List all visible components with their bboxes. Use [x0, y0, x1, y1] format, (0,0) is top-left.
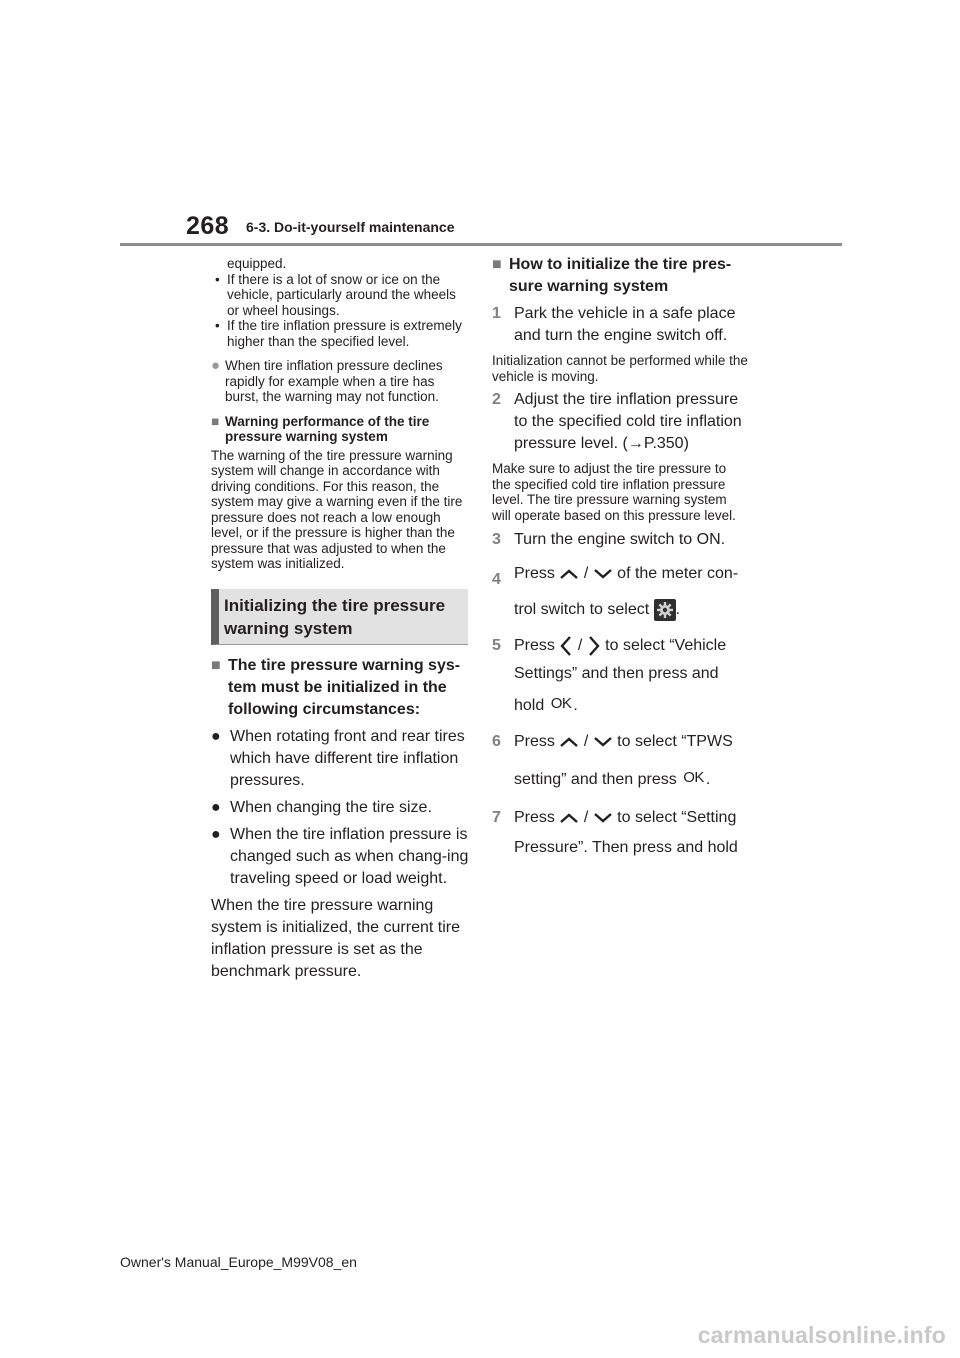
- header-rule: [120, 243, 842, 246]
- chevron-up-icon: [559, 568, 579, 580]
- list-item: ● When changing the tire size.: [211, 798, 432, 816]
- howto-heading: ■ How to initialize the tire pres-sure warning system: [492, 256, 732, 295]
- footer-manual-id: Owner's Manual_Europe_M99V08_en: [120, 1254, 357, 1270]
- chevron-up-icon: [559, 736, 579, 748]
- step-1: 1 Park the vehicle in a safe place and turn the engine switch off.: [492, 305, 736, 344]
- note-moving: Initialization cannot be performed while the vehicle is moving.: [492, 353, 748, 384]
- section-header: 6-3. Do-it-yourself maintenance: [246, 219, 455, 235]
- section-title: Initializing the tire pressure warning system: [224, 595, 446, 638]
- step-4: 4 Press / of the meter con- trol switch to select .: [492, 563, 748, 623]
- step-6: 6 Press / to select “TPWS setting” and then press OK .: [492, 733, 733, 789]
- chevron-down-icon: [593, 568, 613, 580]
- chevron-right-icon: [587, 635, 601, 657]
- step-2: 2 Adjust the tire inflation pressure to the specified cold tire inflation pressure level. (→P.350): [492, 391, 742, 452]
- list-item: ● When the tire inflation pressure is changed such as when chang-ing traveling speed or load weight.: [211, 825, 469, 887]
- step-3: 3 Turn the engine switch to ON.: [492, 531, 726, 548]
- watermark: carmanualsonline.info: [697, 1322, 946, 1348]
- page-number: 268: [186, 212, 230, 240]
- arrow-icon: →: [627, 435, 644, 452]
- section-title-box: [211, 589, 468, 645]
- list-item: • If there is a lot of snow or ice on the vehicle, particularly around the wheels or wheel housings.: [215, 271, 456, 318]
- warning-text: The warning of the tire pressure warning system will change in accordance with driving conditions. For this reason, the system may give a warning even if the tire pressure does not reach a low enough level, or if the pressure is higher than the pressure that was adjusted to when the system was initialized.: [211, 447, 463, 571]
- closing-text: When the tire pressure warning system is initialized, the current tire inflation pressure is set as the benchmark pressure.: [211, 896, 460, 980]
- list-item: ● When rotating front and rear tires which have different tire inflation pressures.: [211, 727, 465, 789]
- continued-text: equipped.: [227, 256, 287, 271]
- step-5: 5 Press / to select “Vehicle Settings” and then press and hold OK .: [492, 637, 727, 715]
- right-column: [492, 254, 748, 859]
- warning-heading: ■ Warning performance of the tire pressure warning system: [211, 413, 430, 444]
- ok-button-icon: OK: [683, 769, 704, 787]
- chevron-down-icon: [593, 812, 613, 824]
- settings-gear-icon: [654, 599, 676, 621]
- left-column: [211, 256, 469, 983]
- note-item: ● When tire inflation pressure declines rapidly for example when a tire has burst, the warning may not function.: [211, 357, 443, 404]
- list-item: • If the tire inflation pressure is extremely higher than the specified level.: [215, 318, 462, 349]
- must-init-heading: ■ The tire pressure warning sys-tem must be initialized in the following circumstances:: [211, 656, 461, 718]
- ok-button-icon: OK: [550, 695, 572, 713]
- chevron-left-icon: [559, 635, 573, 657]
- step-7: 7 Press / to select “Setting Pressure”. Then press and hold: [492, 809, 738, 857]
- chevron-down-icon: [593, 736, 613, 748]
- note-pressure: Make sure to adjust the tire pressure to the specified cold tire inflation pressure level. The tire pressure warning system will operate based on this pressure level.: [492, 461, 736, 523]
- chevron-up-icon: [559, 812, 579, 824]
